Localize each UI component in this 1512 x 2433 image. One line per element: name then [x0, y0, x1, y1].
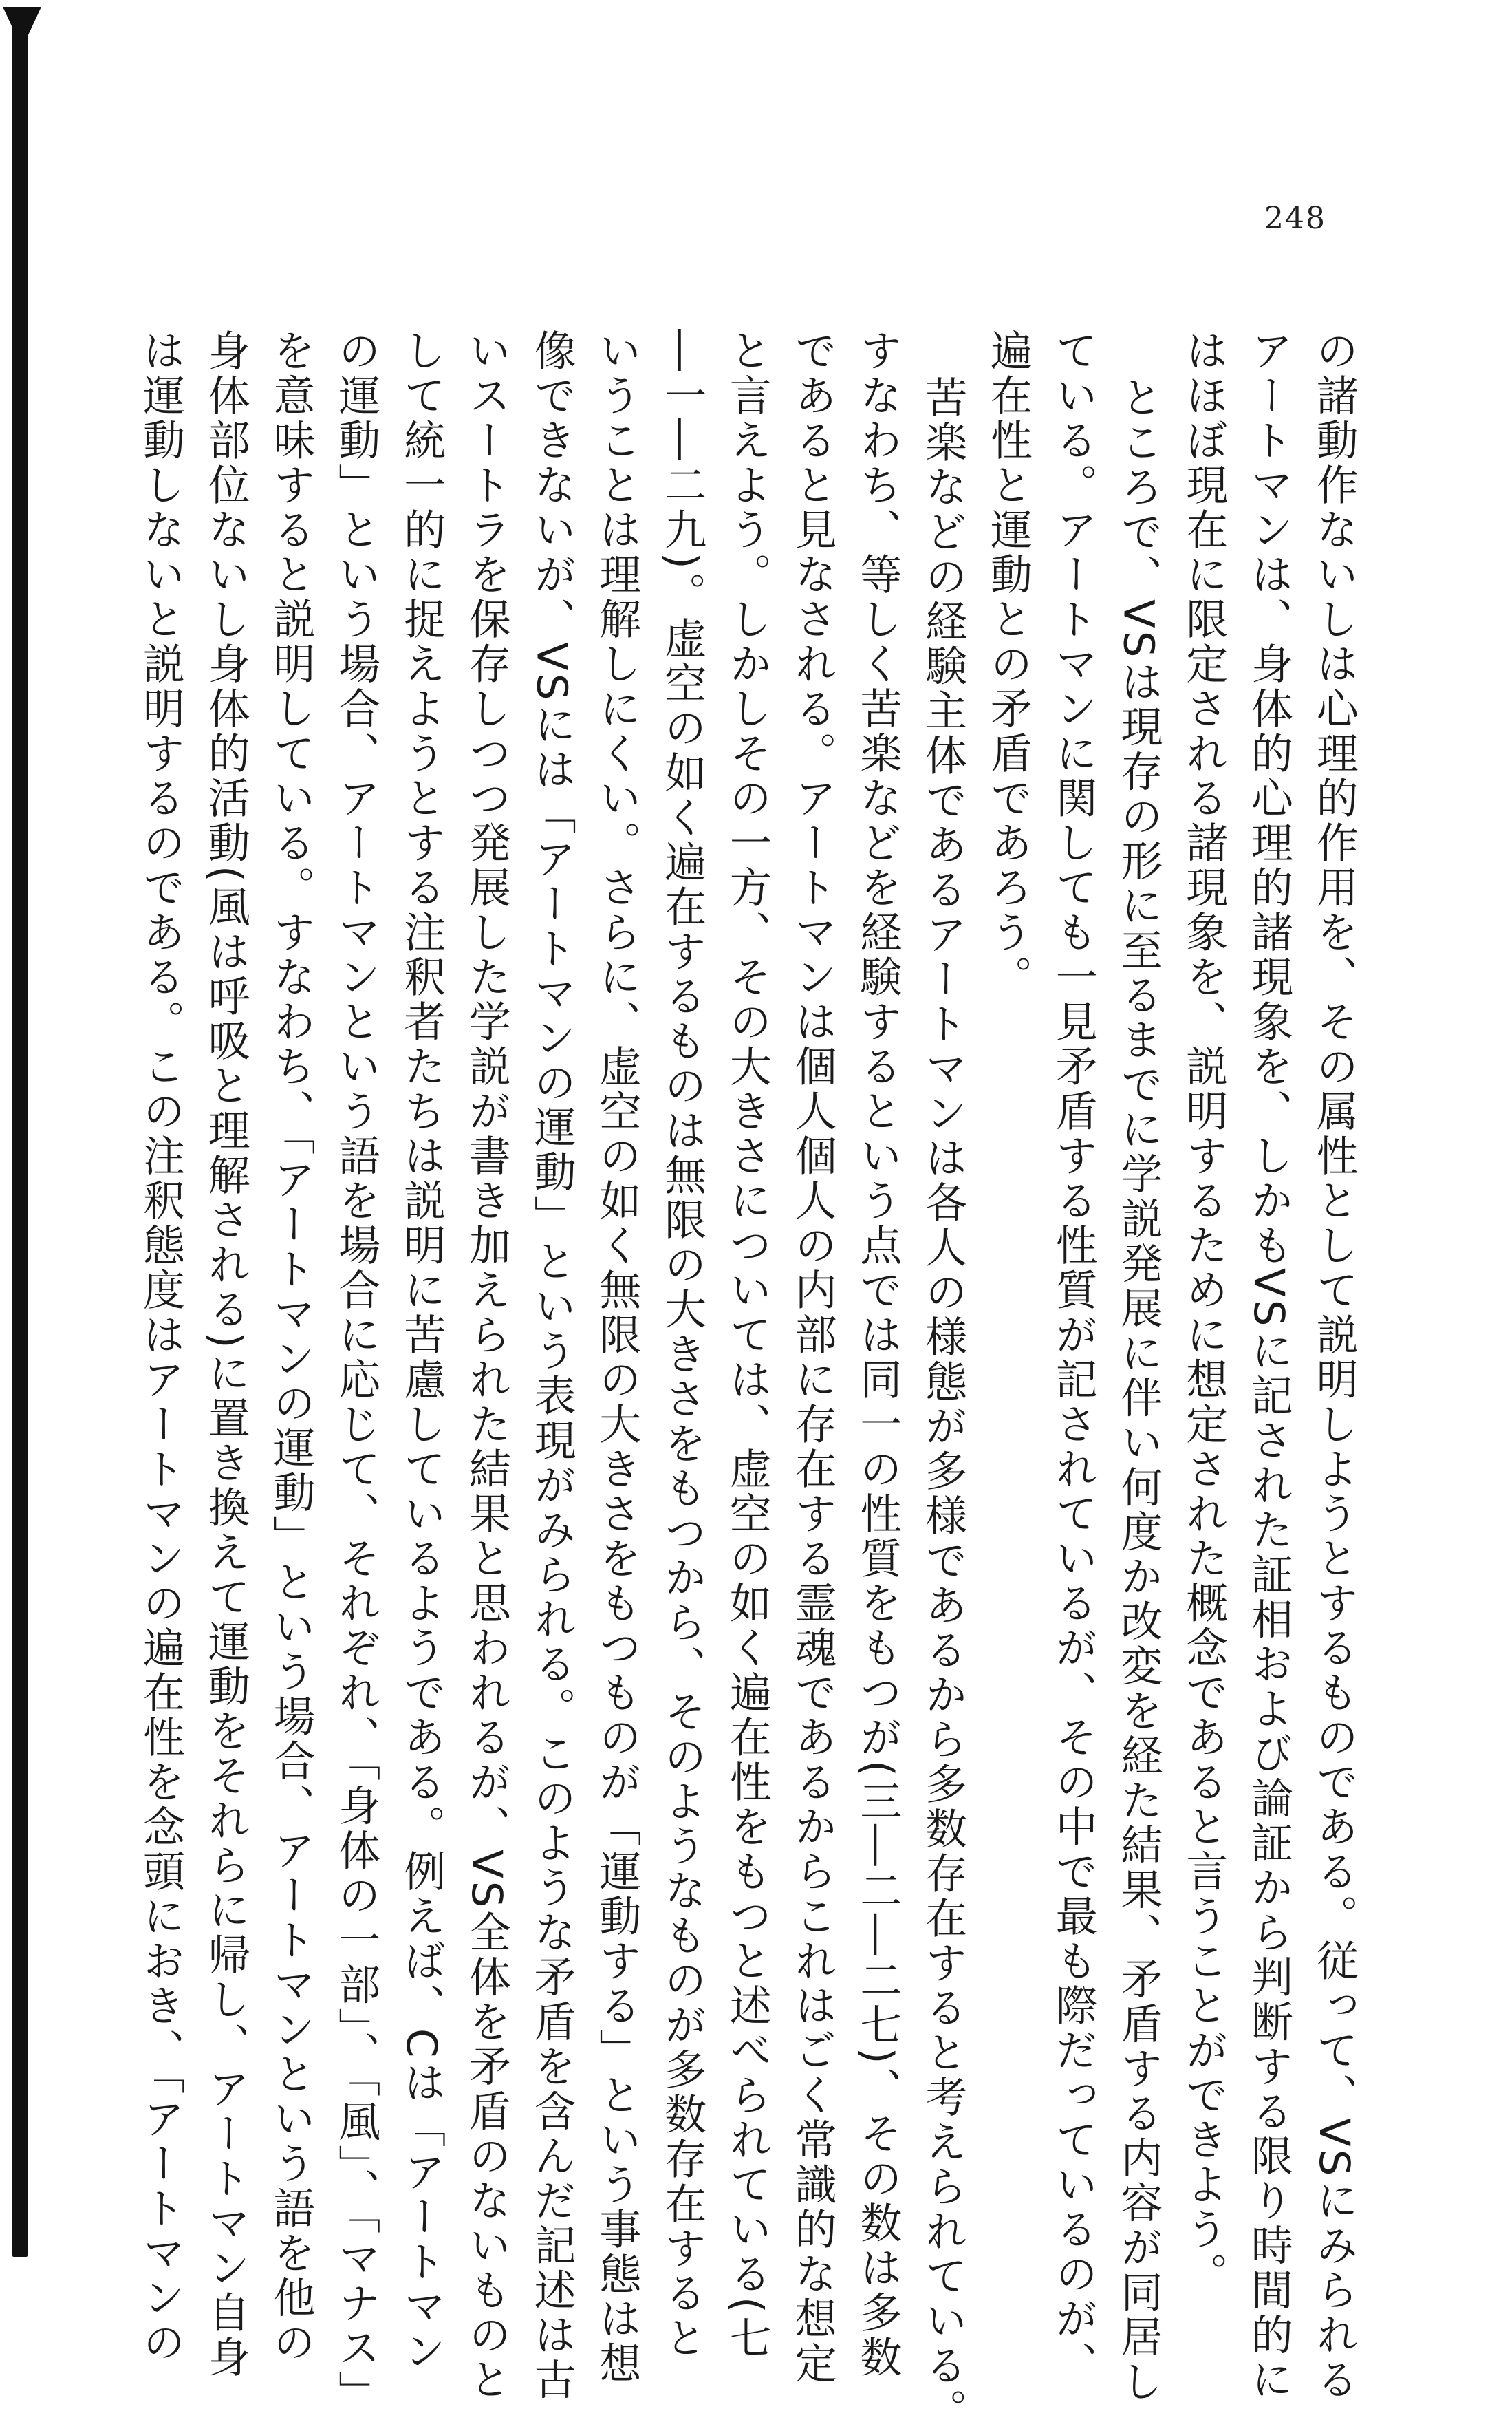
- text-line: いうことは理解しにくい。さらに、虚空の如く無限の大きさをもつものが「運動する」という事態は想: [592, 329, 642, 2386]
- text-line: 像できないが、VSには「アートマンの運動」という表現がみられる。このような矛盾を含んだ記述は古: [527, 329, 576, 2403]
- text-line: はほぼ現在に限定される諸現象を、説明するために想定された概念であると言うことができよう。: [1179, 329, 1229, 2297]
- book-binding-edge: [12, 21, 28, 2257]
- text-line: 身体部位ないし身体的活動(風は呼吸と理解される)に置き換えて運動をそれらに帰し、アートマン自身: [201, 329, 250, 2380]
- text-line: は運動しないと説明するのである。この注釈態度はアートマンの遍在性を念頭におき、「アートマンの: [136, 329, 185, 2366]
- page-number: 248: [1264, 201, 1326, 236]
- text-line: の諸動作ないしは心理的作用を、その属性として説明しようとするものである。従って、VSにみられる: [1309, 329, 1359, 2403]
- vertical-text-block: [136, 329, 1359, 2433]
- text-line: 苦楽などの経験主体であるアートマンは各人の様態が多様であるから多数存在すると考えられている。: [918, 376, 968, 2433]
- text-line: ている。アートマンに関しても一見矛盾する性質が記されているが、その中で最も際だっているのが、: [1048, 329, 1098, 2386]
- text-line: を意味すると説明している。すなわち、「アートマンの運動」という場合、アートマンという語を他の: [266, 329, 316, 2366]
- binding-edge-cap: [3, 7, 41, 48]
- text-line: ―一―二九)。虚空の如く遍在するものは無限の大きさをもつから、そのようなものが多数存在すると: [658, 329, 707, 2361]
- text-line: 遍在性と運動との矛盾であろう。: [983, 329, 1033, 1000]
- text-line: アートマンは、身体的心理的諸現象を、しかもVSに記された証相および論証から判断する限り時間的に: [1244, 329, 1294, 2403]
- text-line: すなわち、等しく苦楽などを経験するという点では同一の性質をもつが(三―二―二七)、その数は多数: [853, 329, 903, 2380]
- text-line: であると見なされる。アートマンは個人個人の内部に存在する霊魂であるからこれはごく常識的な想定: [788, 329, 837, 2386]
- text-line: いスートラを保存しつつ発展した学説が書き加えられた結果と思われるが、VS全体を矛盾のないものと: [462, 329, 511, 2403]
- text-line: ところで、VSは現存の形に至るまでに学説発展に伴い何度か改変を経た結果、矛盾する内容が同居し: [1114, 376, 1163, 2405]
- text-line: の運動」という場合、アートマンという語を場合に応じて、それぞれ、「身体の一部」、「風」、「マナス」: [332, 329, 381, 2416]
- text-line: して統一的に捉えようとする注釈者たちは説明に苦慮しているようである。例えば、Cは「アートマン: [397, 329, 446, 2374]
- text-line: と言えよう。しかしその一方、その大きさについては、虚空の如く遍在性をもつと述べられている(七: [722, 329, 772, 2361]
